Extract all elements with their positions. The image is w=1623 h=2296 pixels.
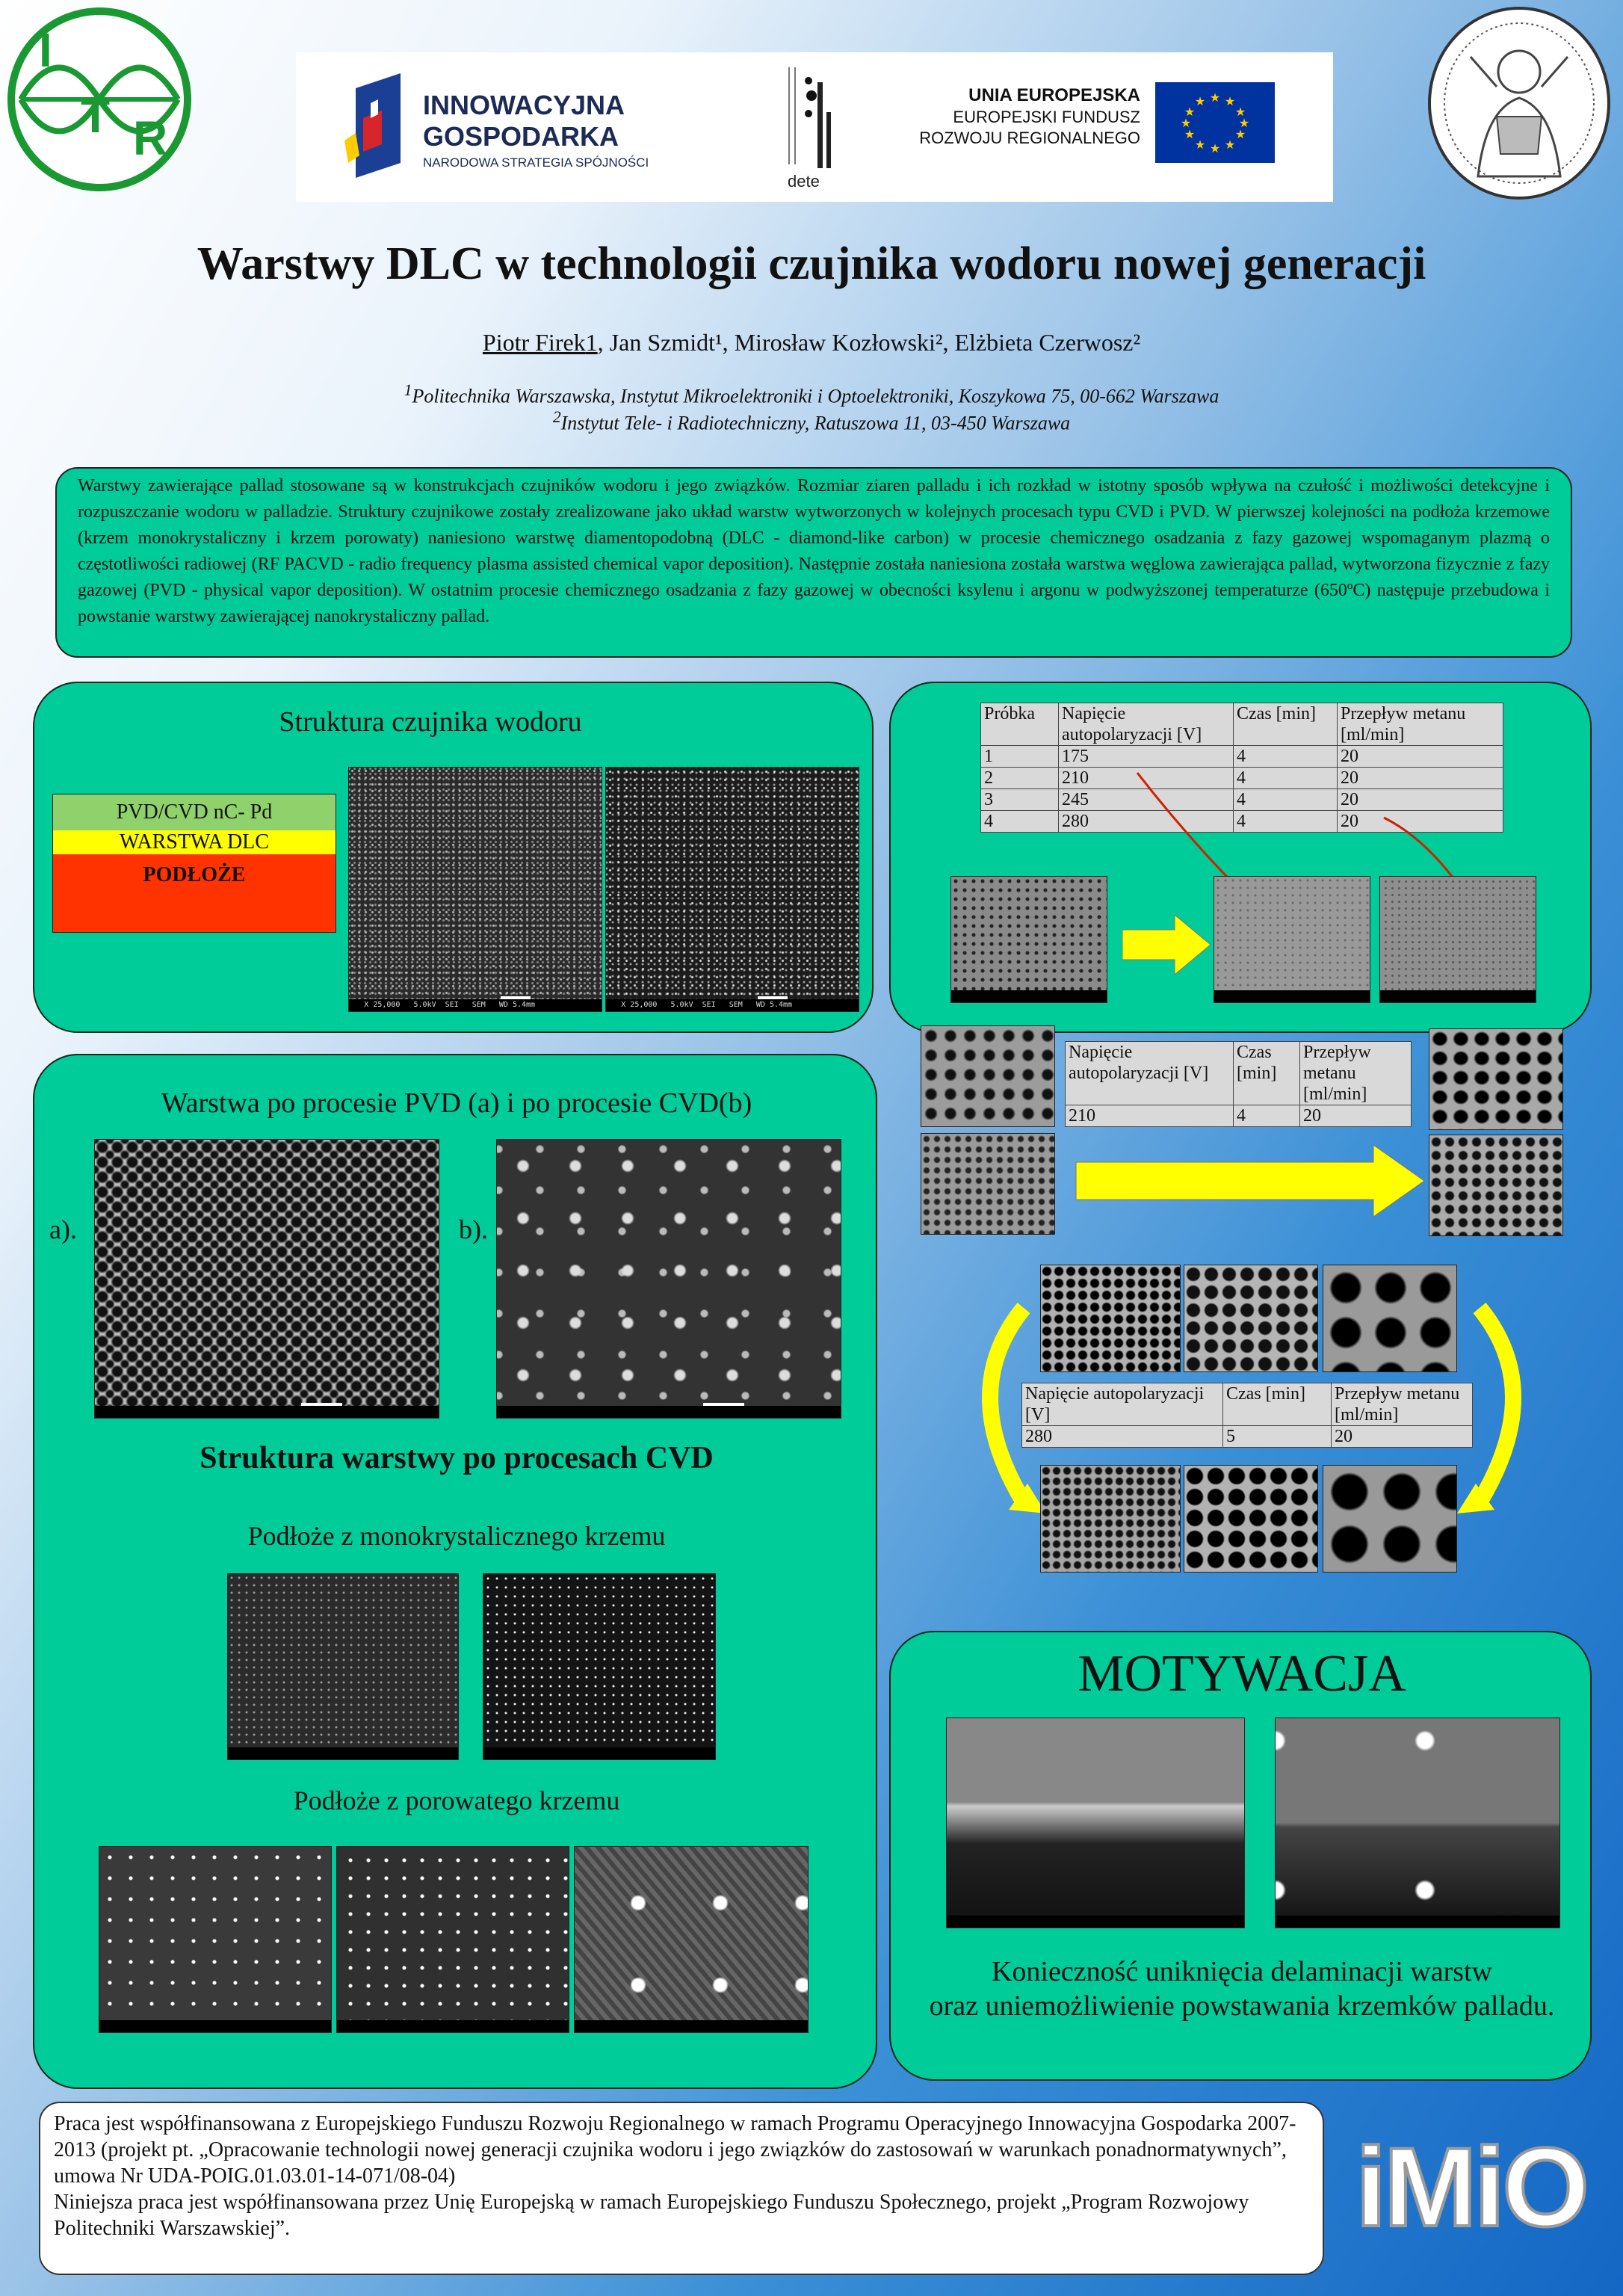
affiliation-2-sup: 2 xyxy=(552,408,561,426)
sem-image-mono-1 xyxy=(227,1573,459,1760)
table-cell: 4 xyxy=(1234,1105,1300,1127)
sem-image-cross-section-1 xyxy=(946,1718,1245,1928)
sem-scale-bar xyxy=(1380,990,1536,1002)
col-header: Czas [min] xyxy=(1234,1042,1300,1105)
table-cell: 2 xyxy=(981,768,1059,789)
table-cell: 245 xyxy=(1059,789,1234,811)
table-cell: 20 xyxy=(1338,746,1503,768)
sem-image-cross-section-2 xyxy=(1275,1718,1560,1928)
ue-line2: EUROPEJSKI FUNDUSZ xyxy=(953,108,1140,126)
ig-line3: NARODOWA STRATEGIA SPÓJNOŚCI xyxy=(423,155,649,170)
innovative-economy-logo xyxy=(341,66,670,193)
col-header: Napięcie autopolaryzacji [V] xyxy=(1022,1383,1223,1426)
dete-text: dete xyxy=(788,172,820,191)
sem-image-series-3 xyxy=(1379,876,1536,1003)
process-table-2 xyxy=(1065,1041,1412,1127)
table-cell: 20 xyxy=(1300,1105,1412,1127)
panel-bias-series xyxy=(889,682,1592,1033)
sem-image-210v-top xyxy=(921,1025,1055,1127)
table-cell: 20 xyxy=(1338,768,1503,789)
authors-line xyxy=(0,329,1623,357)
col-header: Napięcie autopolaryzacji [V] xyxy=(1059,703,1234,746)
layer-substrate: PODŁOŻE xyxy=(53,854,336,932)
col-header: Napięcie autopolaryzacji [V] xyxy=(1066,1042,1234,1105)
sem-image-porous-2 xyxy=(336,1846,569,2033)
table-cell: 210 xyxy=(1066,1105,1234,1127)
funding-text-2: Niniejsza praca jest współfinansowana przez Unię Europejską w ramach Europejskiego Funduszu Społecznego, projekt „Program Rozwojowy Politechniki Warszawskiej”. xyxy=(54,2191,1249,2240)
svg-text:★: ★ xyxy=(1209,90,1221,105)
col-header: Czas [min] xyxy=(1234,703,1338,746)
col-header: Przepływ metanu [ml/min] xyxy=(1332,1383,1473,1426)
sem-scale-bar xyxy=(99,2020,331,2032)
itr-logo xyxy=(6,6,193,193)
sem-image-porous-1 xyxy=(99,1846,332,2033)
affiliation-1-sup: 1 xyxy=(404,381,412,399)
pvd-cvd-title: Warstwa po procesie PVD (a) i po procesie CVD(b) xyxy=(161,1087,752,1119)
table-cell: 175 xyxy=(1059,746,1234,768)
sem-scale-bar xyxy=(483,1747,715,1759)
sem-image-280v-4 xyxy=(1040,1465,1181,1573)
svg-text:★: ★ xyxy=(1194,138,1206,152)
sem-image-cvd xyxy=(496,1139,841,1419)
ig-line2: GOSPODARKA xyxy=(423,121,619,152)
porous-substrate-caption: Podłoże z porowatego krzemu xyxy=(293,1786,620,1815)
svg-text:★: ★ xyxy=(1238,116,1250,130)
yellow-right-arrow xyxy=(1122,915,1212,975)
svg-text:★: ★ xyxy=(1224,94,1236,108)
sem-scale-bar xyxy=(951,990,1107,1002)
process-table-3 xyxy=(1021,1383,1473,1448)
itr-letter-r: R xyxy=(133,111,168,165)
table-cell: 4 xyxy=(1234,746,1338,768)
sem-scale-text: X 25,000 5.0kV SEI SEM WD 5.4mm xyxy=(349,999,602,1011)
motivation-line1: Konieczność uniknięcia delaminacji warstw xyxy=(991,1956,1493,1987)
table-row xyxy=(1066,1105,1412,1127)
table-cell: 4 xyxy=(981,811,1059,833)
sem-scale-bar xyxy=(95,1406,439,1418)
layer-dlc: WARSTWA DLC xyxy=(53,830,336,854)
table-cell: 4 xyxy=(1234,789,1338,811)
table-cell: 280 xyxy=(1022,1426,1223,1448)
imio-logo-text: iMiO xyxy=(1355,2124,1586,2250)
imio-logo xyxy=(1350,2112,1607,2262)
table-header xyxy=(1066,1042,1412,1105)
sem-scale-bar xyxy=(497,1406,841,1418)
sem-scale-bar xyxy=(1276,1916,1559,1928)
sem-image-series-1 xyxy=(950,876,1107,1003)
table-cell: 210 xyxy=(1059,768,1234,789)
pw-emblem xyxy=(1426,4,1613,202)
affiliation-2 xyxy=(0,408,1623,435)
cvd-structure-subtitle: Struktura warstwy po procesach CVD xyxy=(200,1441,714,1475)
poster-title: Warstwy DLC w technologii czujnika wodoru nowej generacji xyxy=(197,238,1426,289)
svg-text:★: ★ xyxy=(1184,127,1196,141)
abstract-text: Warstwy zawierające pallad stosowane są w konstrukcjach czujników wodoru i jego związków. Rozmiar ziaren palladu i ich rozkład w istotny sposób wpływa na czułość i możliwości detekcyjne i rozpuszczanie wodoru w palladzie. Struktury czujnikowe zostały zrealizowane jako układ warstw wytworzonych w kolejnych procesach typu CVD i PVD. W pierwszej kolejności na podłoża krzemowe (krzem monokrystaliczny i krzem porowaty) naniesiono warstwę diamentopodobną (DLC - diamond-like carbon) w procesie chemicznego osadzania z fazy gazowej wspomaganym plazmą o częstotliwości radiowej (RF PACVD - radio frequency plasma assisted chemical vapor deposition). Następnie została naniesiona została warstwa węglowa zawierająca pallad, wytworzona fizycznie z fazy gazowej (PVD - physical vapor deposition). W ostatnim procesie chemicznego osadzania z fazy gazowej w obecności ksylenu i argonu w podwyższonej temperaturze (650ºC) następuje przebudowa i powstanie warstwy zawierającej nanokrystaliczny pallad. xyxy=(78,476,1550,626)
label-b: b). xyxy=(459,1215,488,1244)
layer-pd: PVD/CVD nC- Pd xyxy=(53,794,336,830)
sem-image-210v-right-bottom xyxy=(1429,1135,1563,1236)
presenter-name: Piotr Firek xyxy=(482,329,586,356)
eu-flag-icon xyxy=(1155,82,1275,163)
table-cell: 3 xyxy=(981,789,1059,811)
sem-image-structure-1 xyxy=(348,767,602,1012)
table-cell: 4 xyxy=(1234,768,1338,789)
sem-image-porous-3 xyxy=(574,1846,809,2033)
table-cell: 20 xyxy=(1338,789,1503,811)
funding-text-1: Praca jest współfinansowana z Europejskiego Funduszu Rozwoju Regionalnego w ramach Programu Operacyjnego Innowacyjna Gospodarka 2007-2013 (projekt pt. „Opracowanie technologii nowej generacji czujnika wodoru i jego związków do zastosowań w warunkach ponadnormatywnych”, umowa Nr UDA-POIG.01.03.01-14-071/08-04) xyxy=(54,2112,1296,2188)
ig-line1: INNOWACYJNA xyxy=(423,90,625,120)
label-a: a). xyxy=(49,1215,77,1244)
table-cell: 5 xyxy=(1223,1426,1332,1448)
sponsor-logo-banner xyxy=(296,52,1333,202)
sem-image-210v-right-top xyxy=(1429,1028,1563,1130)
sem-scale-bar xyxy=(947,1916,1244,1928)
svg-text:★: ★ xyxy=(1209,141,1221,155)
sem-scale-bar xyxy=(575,2020,808,2032)
sem-image-mono-2 xyxy=(483,1573,716,1760)
panel-motivation xyxy=(889,1631,1592,2081)
table-row xyxy=(1022,1426,1473,1448)
sem-image-280v-6 xyxy=(1323,1465,1457,1573)
sem-scale-bar xyxy=(1214,990,1370,1002)
table-cell: 280 xyxy=(1059,811,1234,833)
svg-text:★: ★ xyxy=(1180,116,1192,130)
motivation-line2: oraz uniemożliwienie powstawania krzemków palladu. xyxy=(929,1990,1555,2022)
panel-pvd-cvd xyxy=(33,1054,877,2089)
sem-scale-bar xyxy=(228,1747,458,1759)
structure-title: Struktura czujnika wodoru xyxy=(279,706,582,738)
svg-text:★: ★ xyxy=(1184,105,1196,119)
sem-image-280v-5 xyxy=(1184,1465,1318,1573)
ue-line1: UNIA EUROPEJSKA xyxy=(968,85,1140,105)
table-header xyxy=(1022,1383,1473,1426)
funding-footer xyxy=(39,2102,1324,2275)
col-header: Czas [min] xyxy=(1223,1383,1332,1426)
sem-image-210v-bottom xyxy=(921,1133,1055,1235)
col-header: Próbka xyxy=(981,703,1059,746)
sem-scale-bar xyxy=(337,2020,569,2032)
sem-scale-text: X 25,000 5.0kV SEI SEM WD 5.4mm xyxy=(606,999,859,1011)
svg-text:★: ★ xyxy=(1234,105,1246,119)
layer-stack xyxy=(52,794,336,933)
abstract-box xyxy=(55,467,1572,658)
motivation-title: MOTYWACJA xyxy=(1078,1645,1406,1703)
svg-text:★: ★ xyxy=(1234,127,1246,141)
itr-letter-t: T xyxy=(81,89,111,143)
affiliation-1-text: Politechnika Warszawska, Instytut Mikroelektroniki i Optoelektroniki, Koszykowa 75, 00-662 Warszawa xyxy=(412,385,1219,407)
presenter-sup: 1 xyxy=(585,329,598,356)
sem-image-structure-2 xyxy=(605,767,859,1012)
eu-logo xyxy=(919,82,1312,179)
table-cell: 4 xyxy=(1234,811,1338,833)
affiliation-2-text: Instytut Tele- i Radiotechniczny, Ratuszowa 11, 03-450 Warszawa xyxy=(560,412,1071,434)
table-cell: 20 xyxy=(1332,1426,1473,1448)
col-header: Przepływ metanu [ml/min] xyxy=(1300,1042,1412,1105)
ue-line3: ROZWOJU REGIONALNEGO xyxy=(919,129,1140,147)
dete-logo xyxy=(774,60,849,198)
sem-image-pvd xyxy=(94,1139,439,1419)
table-cell: 1 xyxy=(981,746,1059,768)
itr-letter-i: I xyxy=(39,23,52,77)
co-authors: , Jan Szmidt¹, Mirosław Kozłowski², Elżbieta Czerwosz² xyxy=(597,329,1141,356)
mono-substrate-caption: Podłoże z monokrystalicznego krzemu xyxy=(247,1521,666,1551)
svg-text:★: ★ xyxy=(1194,94,1206,108)
panel-sensor-structure xyxy=(33,682,874,1033)
sem-image-series-2 xyxy=(1214,876,1370,1003)
table-cell: 20 xyxy=(1338,811,1503,833)
svg-text:★: ★ xyxy=(1224,138,1236,152)
yellow-long-arrow xyxy=(1075,1144,1427,1218)
col-header: Przepływ metanu [ml/min] xyxy=(1338,703,1503,746)
affiliation-1 xyxy=(0,381,1623,408)
